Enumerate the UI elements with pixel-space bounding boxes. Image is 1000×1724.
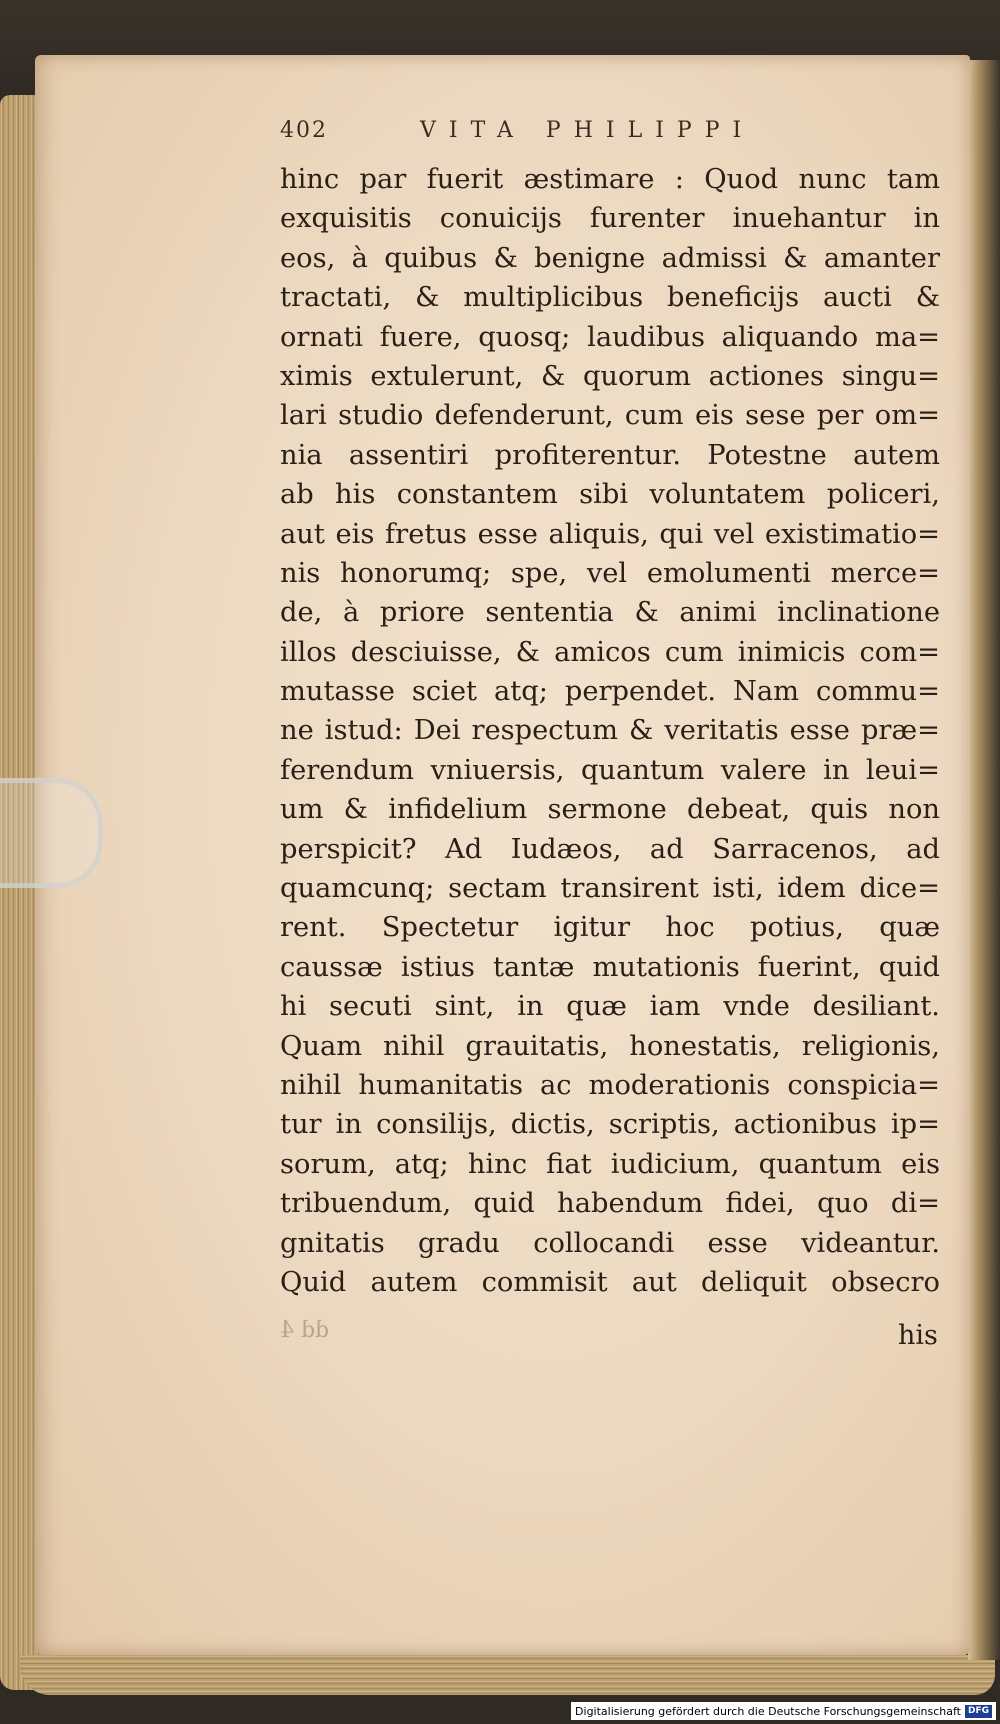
text-line: tribuendum, quid habendum fidei, quo di= (280, 1188, 940, 1220)
text-line: exquisitis conuicijs furenter inuehantur in (280, 203, 940, 235)
text-line: ferendum vniuersis, quantum valere in leui= (280, 754, 940, 786)
text-line: caussæ istius tantæ mutationis fuerint, quid (280, 951, 940, 983)
text-line: eos, à quibus & benigne admissi & amanter (280, 242, 940, 274)
text-line: hinc par fuerit æstimare : Quod nunc tam (280, 164, 940, 195)
page-clip (0, 778, 103, 888)
text-line: nis honorumq; spe, vel emolumenti merce= (280, 557, 940, 589)
text-line: perspicit? Ad Iudæos, ad Sarracenos, ad (280, 833, 940, 865)
signature-mark: dd 4 (280, 1318, 330, 1343)
text-line: ximis extulerunt, & quorum actiones singu= (280, 360, 940, 392)
page-number: 402 (280, 118, 328, 143)
text-line: hi secuti sint, in quæ iam vnde desiliant. (280, 991, 940, 1023)
catchword: his (898, 1320, 938, 1351)
text-line: mutasse sciet atq; perpendet. Nam commu= (280, 676, 940, 708)
digitization-credit (571, 1702, 996, 1720)
book-edge-bottom (20, 1655, 995, 1695)
text-line: Quid autem commisit aut deliquit obsecro (280, 1266, 940, 1298)
running-head-title: VITA PHILIPPI (420, 118, 755, 143)
text-line: gnitatis gradu collocandi esse videantur. (280, 1227, 940, 1259)
text-line: sorum, atq; hinc fiat iudicium, quantum eis (280, 1148, 940, 1180)
text-line: tractati, & multiplicibus beneficijs aucti & (280, 282, 940, 314)
page-gutter (968, 60, 1000, 1660)
text-line: aut eis fretus esse aliquis, qui vel existimatio= (280, 518, 940, 550)
text-line: nia assentiri profiterentur. Potestne autem (280, 439, 940, 471)
text-line: quamcunq; sectam transirent isti, idem dice= (280, 873, 940, 905)
text-line: Quam nihil grauitatis, honestatis, religionis, (280, 1030, 940, 1062)
page-body-text (280, 160, 940, 1302)
text-line: de, à priore sententia & animi inclinatione (280, 597, 940, 629)
text-line: illos desciuisse, & amicos cum inimicis com= (280, 636, 940, 668)
text-line: lari studio defenderunt, cum eis sese per om= (280, 400, 940, 432)
text-line: ab his constantem sibi voluntatem policeri, (280, 479, 940, 511)
running-header (280, 118, 880, 154)
text-line: rent. Spectetur igitur hoc potius, quæ (280, 912, 940, 944)
text-line: um & infidelium sermone debeat, quis non (280, 794, 940, 826)
credit-text: Digitalisierung gefördert durch die Deutsche Forschungsgemeinschaft (575, 1704, 961, 1718)
text-line: ne istud: Dei respectum & veritatis esse præ= (280, 715, 940, 747)
dfg-logo: DFG (965, 1705, 992, 1718)
text-line: nihil humanitatis ac moderationis conspicia= (280, 1069, 940, 1101)
text-line: tur in consilijs, dictis, scriptis, actionibus ip= (280, 1109, 940, 1141)
text-line: ornati fuere, quosq; laudibus aliquando ma= (280, 321, 940, 353)
